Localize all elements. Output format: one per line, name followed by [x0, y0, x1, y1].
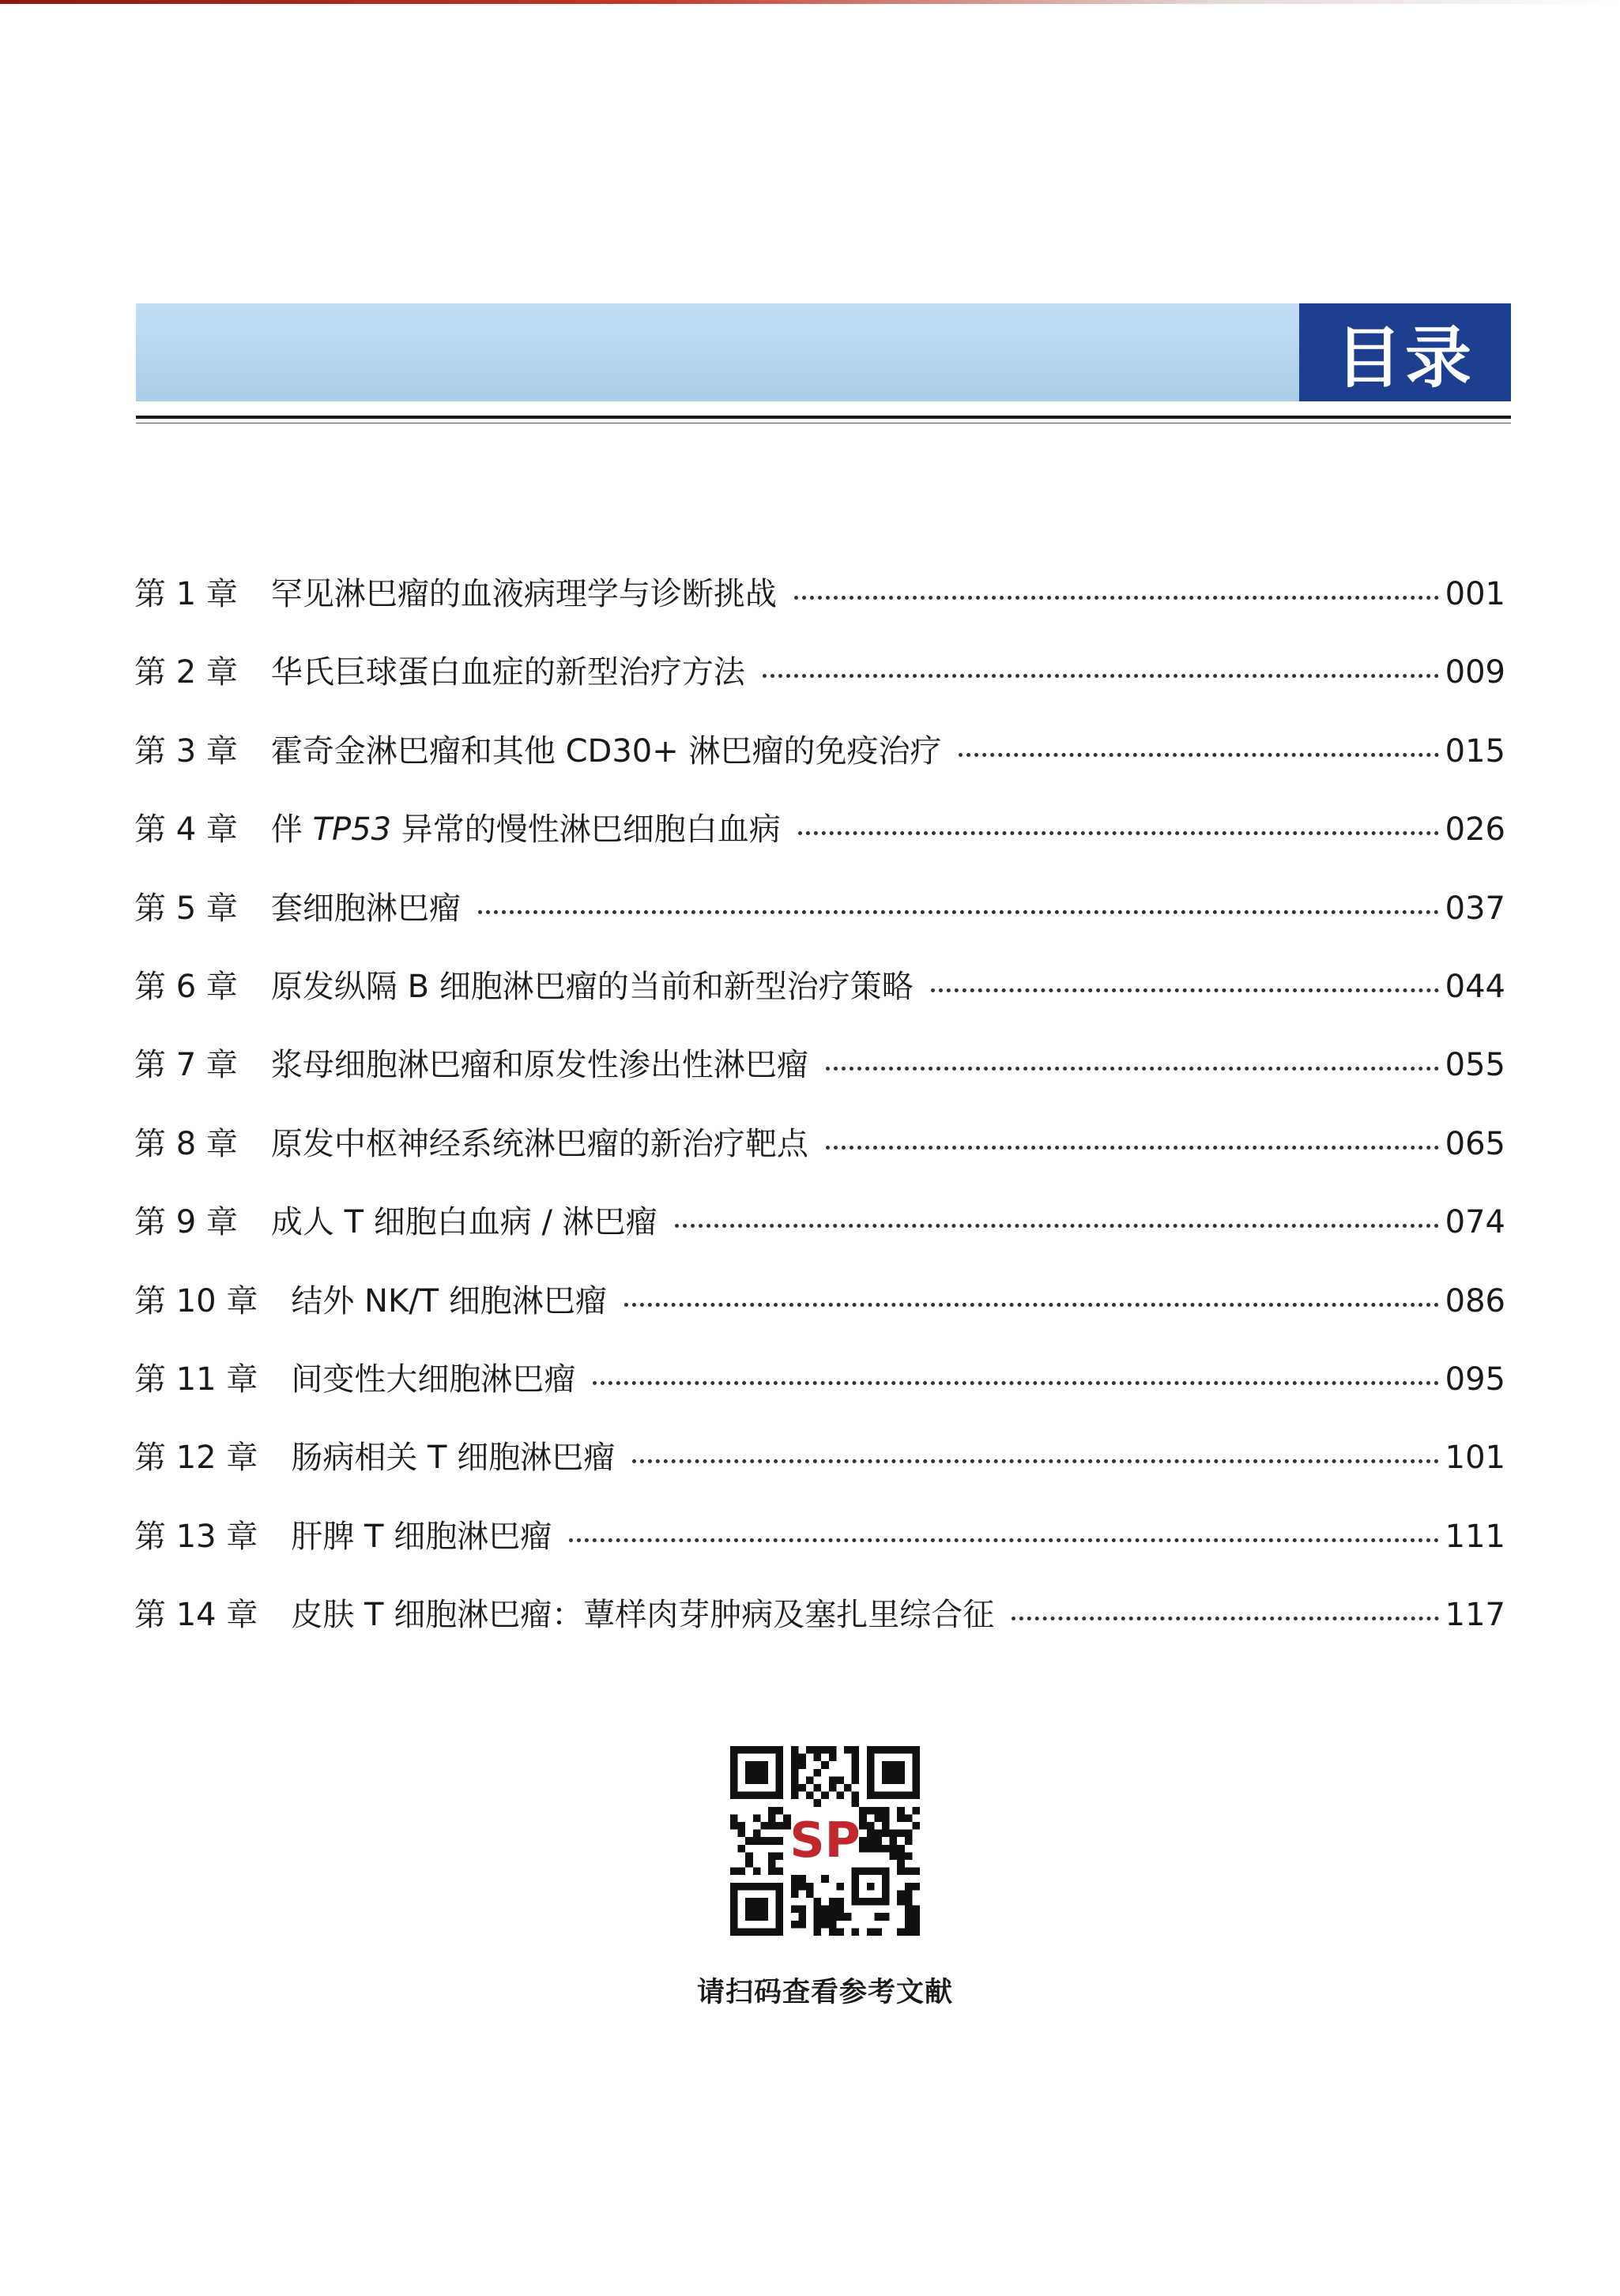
chapter-number: 第 13 章 [134, 1518, 258, 1555]
toc-entry-chapter-3[interactable] [134, 728, 1505, 806]
dot-leader [931, 988, 1439, 992]
page-number: 086 [1445, 1282, 1505, 1319]
title-text: 皮肤 T 细胞淋巴瘤：蕈样肉芽肿病及塞扎里综合征 [291, 1597, 995, 1634]
chapter-title [238, 1120, 808, 1168]
toc-entry-chapter-6[interactable] [134, 963, 1505, 1041]
chapter-number: 第 12 章 [134, 1440, 258, 1477]
chapter-title [238, 806, 781, 853]
title-text: 肠病相关 T 细胞淋巴瘤 [291, 1440, 616, 1477]
title-text: 霍奇金淋巴瘤和其他 CD30+ 淋巴瘤的免疫治疗 [270, 732, 942, 770]
chapter-number: 第 8 章 [134, 1125, 238, 1162]
toc-entry-chapter-12[interactable] [134, 1434, 1505, 1512]
chapter-title [258, 1591, 994, 1639]
gene-name: TP53 [312, 811, 392, 849]
qr-code-icon[interactable] [730, 1746, 920, 1936]
chapter-title [238, 728, 942, 775]
toc-entry-chapter-1[interactable] [134, 570, 1505, 649]
title-text: 成人 T 细胞白血病 / 淋巴瘤 [270, 1204, 657, 1241]
chapter-title [258, 1513, 552, 1560]
toc-entry-chapter-11[interactable] [134, 1356, 1505, 1434]
title-text: 肝脾 T 细胞淋巴瘤 [291, 1518, 552, 1555]
dot-leader [763, 674, 1439, 678]
table-of-contents [134, 570, 1505, 1669]
title-text: 异常的慢性淋巴细胞白血病 [391, 811, 781, 849]
title-text: 原发纵隔 B 细胞淋巴瘤的当前和新型治疗策略 [270, 968, 914, 1005]
page-number: 065 [1445, 1125, 1505, 1162]
toc-entry-chapter-4[interactable] [134, 806, 1505, 884]
dot-leader [826, 1067, 1439, 1071]
dot-leader [569, 1538, 1438, 1542]
title-text: 伴 [270, 811, 313, 849]
chapter-title [238, 963, 914, 1011]
page-number: 111 [1445, 1518, 1505, 1555]
chapter-title [238, 885, 461, 932]
page-number: 117 [1445, 1597, 1505, 1634]
toc-entry-chapter-13[interactable] [134, 1513, 1505, 1591]
page-number: 074 [1445, 1204, 1505, 1241]
chapter-title [258, 1434, 615, 1481]
title-rule [136, 416, 1511, 419]
toc-entry-chapter-5[interactable] [134, 885, 1505, 963]
page-number: 037 [1445, 890, 1505, 927]
page-number: 015 [1445, 732, 1505, 770]
chapter-title [238, 1199, 657, 1246]
chapter-number: 第 11 章 [134, 1361, 258, 1398]
chapter-number: 第 2 章 [134, 654, 238, 691]
title-text: 原发中枢神经系统淋巴瘤的新治疗靶点 [270, 1125, 808, 1162]
title-text: 间变性大细胞淋巴瘤 [291, 1361, 576, 1398]
dot-leader [794, 596, 1439, 600]
chapter-number: 第 6 章 [134, 968, 238, 1005]
dot-leader [798, 831, 1439, 835]
chapter-number: 第 5 章 [134, 890, 238, 927]
chapter-number: 第 4 章 [134, 811, 238, 849]
dot-leader [959, 753, 1438, 757]
title-text: 结外 NK/T 细胞淋巴瘤 [291, 1282, 607, 1319]
chapter-title [238, 570, 777, 618]
chapter-number: 第 9 章 [134, 1204, 238, 1241]
chapter-number: 第 1 章 [134, 576, 238, 612]
toc-entry-chapter-9[interactable] [134, 1199, 1505, 1277]
header-band [136, 303, 1299, 401]
title-text: 华氏巨球蛋白血症的新型治疗方法 [270, 654, 745, 691]
dot-leader [624, 1303, 1439, 1307]
dot-leader [593, 1381, 1438, 1385]
page-number: 026 [1445, 811, 1505, 849]
toc-entry-chapter-7[interactable] [134, 1041, 1505, 1120]
title-text: 罕见淋巴瘤的血液病理学与诊断挑战 [270, 576, 777, 612]
title-text: 浆母细胞淋巴瘤和原发性渗出性淋巴瘤 [270, 1047, 808, 1084]
chapter-number: 第 10 章 [134, 1282, 258, 1319]
qr-logo: SP [789, 1812, 861, 1869]
toc-entry-chapter-8[interactable] [134, 1120, 1505, 1199]
chapter-title [238, 649, 745, 696]
chapter-title [238, 1041, 808, 1089]
top-edge-strip [0, 0, 1620, 4]
toc-entry-chapter-2[interactable] [134, 649, 1505, 727]
page-number: 055 [1445, 1047, 1505, 1084]
title-text: 套细胞淋巴瘤 [270, 890, 461, 927]
toc-entry-chapter-10[interactable] [134, 1278, 1505, 1356]
chapter-number: 第 7 章 [134, 1047, 238, 1084]
page-title: 目录 [1299, 303, 1511, 401]
dot-leader [478, 910, 1439, 914]
page-number: 001 [1445, 576, 1505, 612]
page-number: 095 [1445, 1361, 1505, 1398]
page-number: 101 [1445, 1440, 1505, 1477]
chapter-title [258, 1356, 575, 1403]
dot-leader [1012, 1617, 1438, 1620]
chapter-title [258, 1278, 607, 1325]
chapter-number: 第 3 章 [134, 732, 238, 770]
page-number: 044 [1445, 968, 1505, 1005]
dot-leader [632, 1459, 1438, 1463]
page-number: 009 [1445, 654, 1505, 691]
toc-entry-chapter-14[interactable] [134, 1591, 1505, 1669]
chapter-number: 第 14 章 [134, 1597, 258, 1634]
qr-caption: 请扫码查看参考文献 [696, 1977, 953, 2008]
dot-leader [826, 1146, 1439, 1150]
dot-leader [675, 1224, 1439, 1228]
